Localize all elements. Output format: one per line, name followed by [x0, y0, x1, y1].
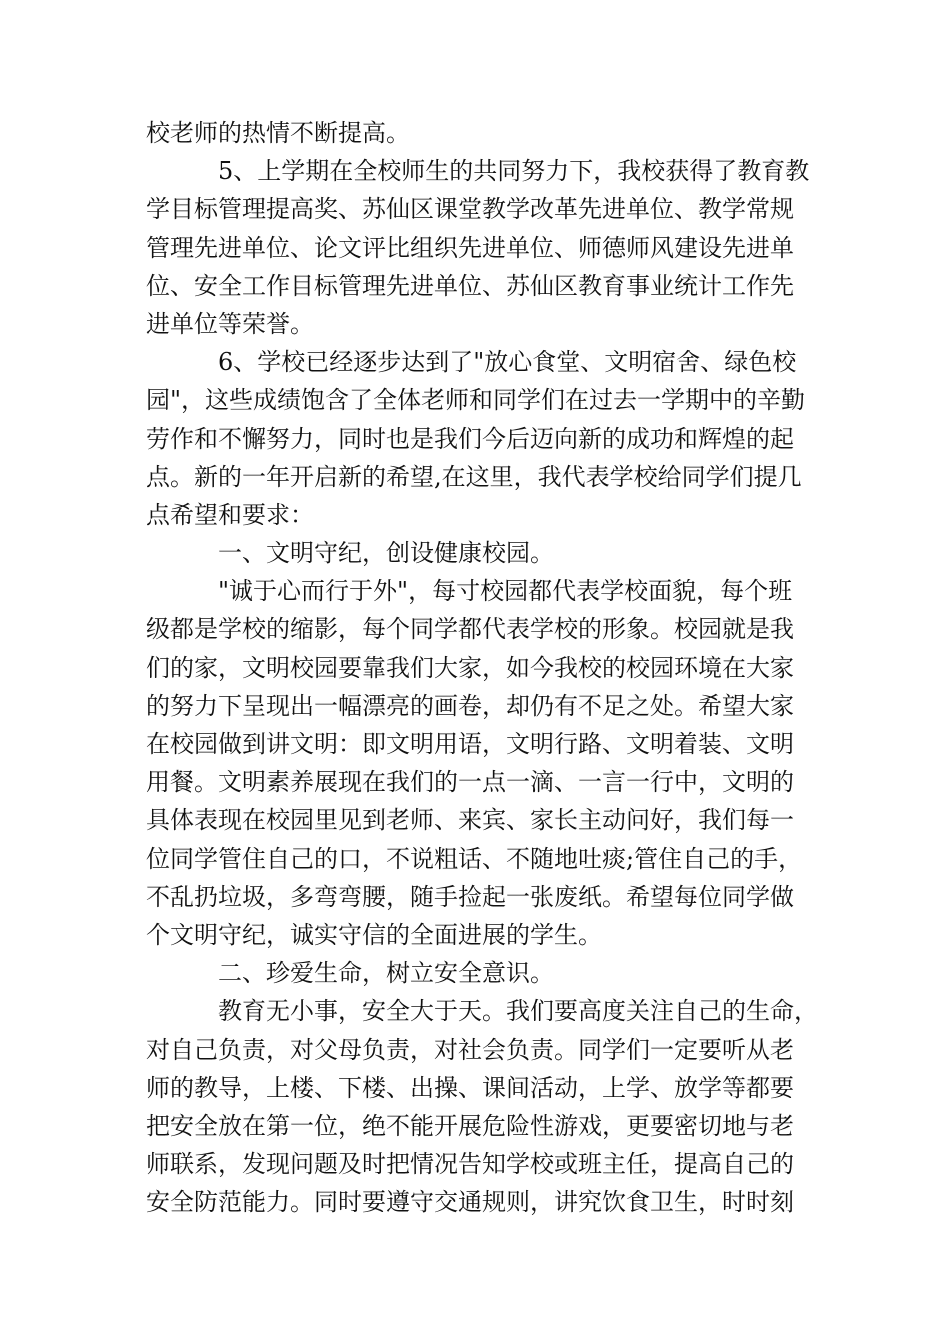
- text-line: 个文明守纪，诚实守信的全面进展的学生。: [146, 920, 602, 949]
- text-line: 把安全放在第一位，绝不能开展危险性游戏，更要密切地与老: [146, 1111, 794, 1140]
- text-line: 位同学管住自己的口，不说粗话、不随地吐痰;管住自己的手，: [146, 844, 803, 873]
- text-line: 不乱扔垃圾，多弯弯腰，随手捡起一张废纸。希望每位同学做: [146, 882, 794, 911]
- text-line: 对自己负责，对父母负责，对社会负责。同学们一定要听从老: [146, 1035, 794, 1064]
- text-line: "诚于心而行于外"，每寸校园都代表学校面貌，每个班: [218, 577, 793, 606]
- text-line: 5、上学期在全校师生的共同努力下，我校获得了教育教: [218, 157, 810, 186]
- text-line: 学目标管理提高奖、苏仙区课堂教学改革先进单位、教学常规: [146, 195, 794, 224]
- text-line: 安全防范能力。同时要遵守交通规则，讲究饮食卫生，时时刻: [146, 1188, 794, 1217]
- text-line: 校老师的热情不断提高。: [146, 119, 410, 147]
- text-line: 用餐。文明素养展现在我们的一点一滴、一言一行中，文明的: [146, 768, 794, 797]
- text-line: 6、学校已经逐步达到了"放心食堂、文明宿舍、绿色校: [218, 348, 797, 377]
- text-line: 教育无小事，安全大于天。我们要高度关注自己的生命，: [218, 997, 818, 1026]
- text-line: 劳作和不懈努力，同时也是我们今后迈向新的成功和辉煌的起: [146, 424, 794, 453]
- text-line: 的努力下呈现出一幅漂亮的画卷，却仍有不足之处。希望大家: [146, 691, 794, 720]
- text-line: 在校园做到讲文明：即文明用语，文明行路、文明着装、文明: [146, 730, 794, 758]
- text-line: 一、文明守纪，创设健康校园。: [218, 539, 554, 568]
- text-line: 师联系，发现问题及时把情况告知学校或班主任，提高自己的: [146, 1150, 794, 1179]
- text-line: 师的教导，上楼、下楼、出操、课间活动，上学、放学等都要: [146, 1073, 794, 1102]
- text-line: 级都是学校的缩影，每个同学都代表学校的形象。校园就是我: [146, 615, 794, 644]
- document-body: [146, 114, 818, 1221]
- text-line: 位、安全工作目标管理先进单位、苏仙区教育事业统计工作先: [146, 271, 794, 300]
- text-line: 进单位等荣誉。: [146, 309, 314, 338]
- text-line: 点希望和要求：: [146, 500, 314, 529]
- text-line: 点。新的一年开启新的希望,在这里，我代表学校给同学们提几: [146, 462, 802, 491]
- text-line: 二、珍爱生命，树立安全意识。: [218, 959, 554, 988]
- text-line: 具体表现在校园里见到老师、来宾、家长主动问好，我们每一: [146, 806, 794, 835]
- text-line: 们的家，文明校园要靠我们大家，如今我校的校园环境在大家: [146, 653, 794, 682]
- text-line: 园"，这些成绩饱含了全体老师和同学们在过去一学期中的辛勤: [146, 386, 806, 415]
- text-line: 管理先进单位、论文评比组织先进单位、师德师风建设先进单: [146, 233, 794, 262]
